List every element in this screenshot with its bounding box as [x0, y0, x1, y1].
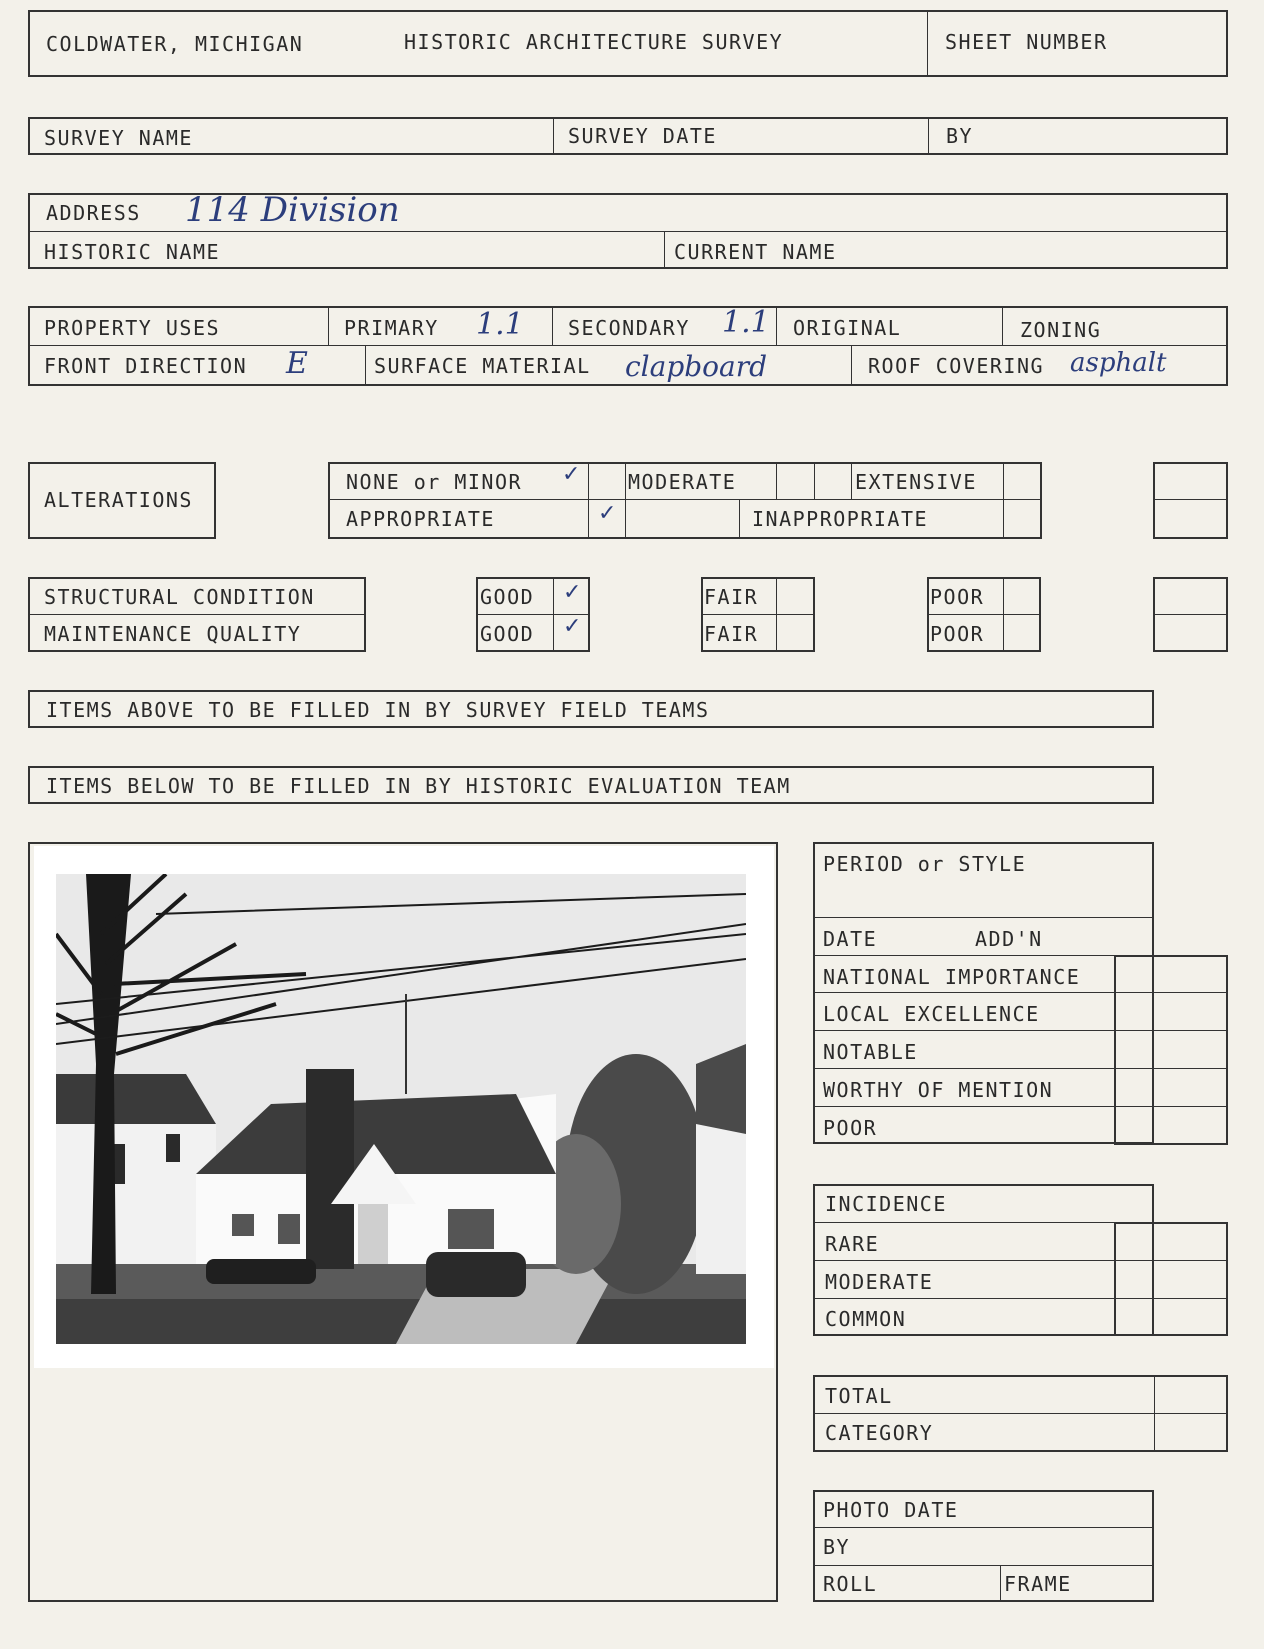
property-uses-label: PROPERTY USES	[44, 316, 221, 340]
property-div-4	[1002, 306, 1003, 345]
alterations-label: ALTERATIONS	[44, 488, 193, 512]
good-label-2: GOOD	[480, 622, 535, 646]
total-label: TOTAL	[825, 1384, 893, 1408]
photo-info-line-1	[813, 1527, 1154, 1528]
survey-divider-1	[553, 117, 554, 155]
sheet-number-label: SHEET NUMBER	[945, 30, 1108, 54]
property-row-divider	[28, 345, 1228, 346]
condition-label-mid	[28, 614, 366, 615]
importance-row: POOR	[823, 1116, 878, 1140]
date-row-top	[813, 917, 1154, 918]
incidence-label: INCIDENCE	[825, 1192, 947, 1216]
roof-covering-label: ROOF COVERING	[868, 354, 1045, 378]
alt-div-3	[776, 462, 777, 499]
property-div-5	[365, 345, 366, 386]
imp-line-2	[813, 1030, 1228, 1031]
appropriate-label: APPROPRIATE	[346, 507, 495, 531]
photo-date-label: PHOTO DATE	[823, 1498, 959, 1522]
poor-label-1: POOR	[930, 585, 985, 609]
current-name-label: CURRENT NAME	[674, 240, 837, 264]
property-div-1	[328, 306, 329, 345]
inc-line-1	[813, 1222, 1228, 1223]
imp-line-3	[813, 1068, 1228, 1069]
good-div	[553, 577, 554, 652]
good-label-1: GOOD	[480, 585, 535, 609]
importance-score-box	[1114, 955, 1228, 1145]
alt-div-4	[814, 462, 815, 499]
total-mid	[813, 1413, 1228, 1414]
importance-row: WORTHY OF MENTION	[823, 1078, 1054, 1102]
incidence-row: COMMON	[825, 1307, 907, 1331]
poor-div	[1003, 577, 1004, 652]
extensive-label: EXTENSIVE	[855, 470, 977, 494]
survey-by-label: BY	[946, 124, 974, 148]
roll-label: ROLL	[823, 1572, 878, 1596]
inc-line-2	[813, 1260, 1228, 1261]
address-row-divider	[28, 231, 1228, 232]
field-teams-note: ITEMS ABOVE TO BE FILLED IN BY SURVEY FIELD TEAMS	[46, 698, 710, 722]
importance-row: NATIONAL IMPORTANCE	[823, 965, 1081, 989]
condition-score-mid	[1153, 614, 1228, 615]
secondary-label: SECONDARY	[568, 316, 690, 340]
poor-mid	[927, 614, 1041, 615]
inappropriate-label: INAPPROPRIATE	[752, 507, 929, 531]
header-divider	[927, 10, 928, 77]
fair-mid	[701, 614, 815, 615]
imp-line-4	[813, 1106, 1228, 1107]
roll-frame-div	[1000, 1565, 1001, 1602]
period-style-label: PERIOD or STYLE	[823, 852, 1027, 876]
frame-label: FRAME	[1004, 1572, 1072, 1596]
alt-div-6	[739, 499, 740, 539]
address-value: 114 Division	[185, 190, 400, 230]
photo-info-line-2	[813, 1565, 1154, 1566]
alt-div-7	[1003, 462, 1004, 539]
evaluation-team-note: ITEMS BELOW TO BE FILLED IN BY HISTORIC EVALUATION TEAM	[46, 774, 791, 798]
none-minor-check-icon: ✓	[562, 462, 581, 487]
incidence-row: RARE	[825, 1232, 880, 1256]
survey-date-label: SURVEY DATE	[568, 124, 717, 148]
original-label: ORIGINAL	[793, 316, 902, 340]
city-label: COLDWATER, MICHIGAN	[46, 32, 304, 56]
survey-name-label: SURVEY NAME	[44, 126, 193, 150]
address-label: ADDRESS	[46, 201, 141, 225]
fair-div	[776, 577, 777, 652]
house-photo-image	[56, 874, 746, 1344]
primary-label: PRIMARY	[344, 316, 439, 340]
incidence-score-box	[1114, 1222, 1228, 1336]
alt-div-1	[588, 462, 589, 539]
moderate-label: MODERATE	[628, 470, 737, 494]
poor-label-2: POOR	[930, 622, 985, 646]
date-label: DATE	[823, 927, 878, 951]
surface-material-label: SURFACE MATERIAL	[374, 354, 591, 378]
incidence-row: MODERATE	[825, 1270, 934, 1294]
survey-divider-2	[928, 117, 929, 155]
alt-score-mid	[1153, 499, 1228, 500]
name-divider	[664, 231, 665, 269]
property-div-3	[776, 306, 777, 345]
importance-row: NOTABLE	[823, 1040, 918, 1064]
primary-value: 1.1	[476, 307, 524, 342]
structural-good-check-icon: ✓	[563, 580, 582, 605]
zoning-label: ZONING	[1020, 318, 1102, 342]
secondary-value: 1.1	[722, 305, 770, 340]
importance-row: LOCAL EXCELLENCE	[823, 1002, 1040, 1026]
none-minor-label: NONE or MINOR	[346, 470, 523, 494]
historic-name-label: HISTORIC NAME	[44, 240, 221, 264]
category-label: CATEGORY	[825, 1421, 934, 1445]
fair-label-2: FAIR	[704, 622, 759, 646]
alterations-score-box	[1153, 462, 1228, 539]
property-div-6	[851, 345, 852, 386]
total-div	[1154, 1375, 1155, 1452]
surface-material-value: clapboard	[625, 350, 768, 383]
alt-mid-line	[328, 499, 1042, 500]
front-direction-value: E	[286, 346, 308, 381]
photo-by-label: BY	[823, 1535, 851, 1559]
alt-div-2	[625, 462, 626, 539]
front-direction-label: FRONT DIRECTION	[44, 354, 248, 378]
alt-div-5	[851, 462, 852, 499]
structural-condition-label: STRUCTURAL CONDITION	[44, 585, 315, 609]
imp-line-1	[813, 992, 1228, 993]
addn-label: ADD'N	[975, 927, 1043, 951]
inc-line-3	[813, 1298, 1228, 1299]
appropriate-check-icon: ✓	[598, 501, 617, 526]
fair-label-1: FAIR	[704, 585, 759, 609]
maintenance-quality-label: MAINTENANCE QUALITY	[44, 622, 302, 646]
maintenance-good-check-icon: ✓	[563, 614, 582, 639]
house-photograph	[34, 846, 774, 1368]
roof-covering-value: asphalt	[1070, 348, 1167, 378]
property-div-2	[552, 306, 553, 345]
form-title: HISTORIC ARCHITECTURE SURVEY	[404, 30, 784, 54]
